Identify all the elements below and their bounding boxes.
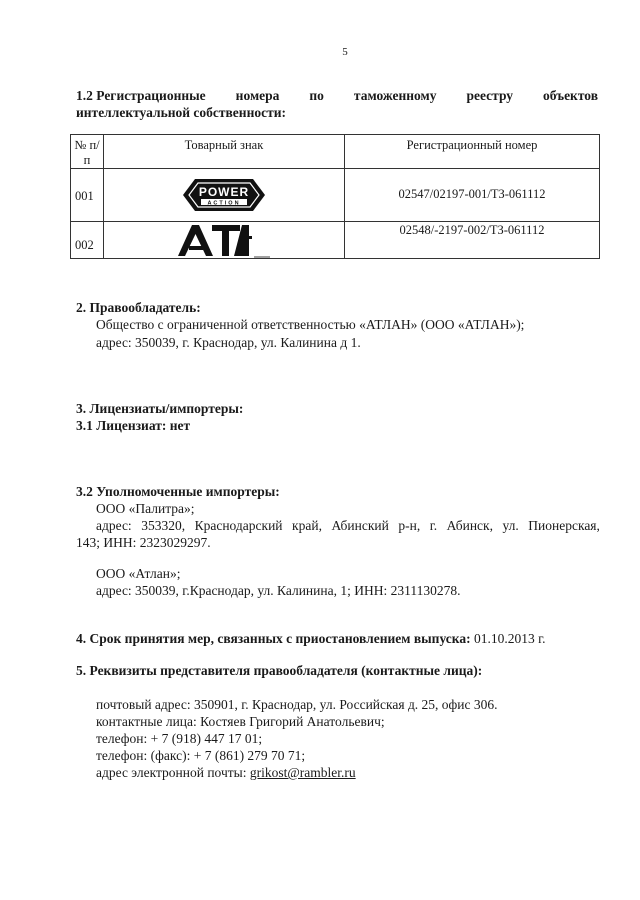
phone-fax: телефон: (факс): + 7 (861) 279 70 71; <box>96 748 306 763</box>
section-4-label: 4. Срок принятия мер, связанных с приостановлением выпуска: <box>76 631 471 646</box>
rightholder-address: адрес: 350039, г. Краснодар, ул. Калинина д 1. <box>96 335 361 350</box>
row-reg: 02547/02197-001/ТЗ-061112 <box>345 169 600 222</box>
trademark-table <box>70 134 600 259</box>
email-label: адрес электронной почты: <box>96 765 250 780</box>
section-4 <box>76 631 546 647</box>
title-word: реестру <box>466 88 514 103</box>
page-number: 5 <box>342 46 348 58</box>
row-reg: 02548/-2197-002/ТЗ-061112 <box>345 222 600 259</box>
rightholder-name: Общество с ограниченной ответственностью «АТЛАН» (ООО «АТЛАН»); <box>96 317 525 332</box>
section-1-2-title-line2: интеллектуальной собственности: <box>76 105 286 120</box>
importer-1-address <box>96 518 600 534</box>
svg-text:ACTION: ACTION <box>207 200 241 207</box>
title-word: по <box>309 88 324 103</box>
email-link[interactable]: grikost@rambler.ru <box>249 765 356 780</box>
title-word: номера <box>235 88 280 103</box>
title-word: таможенному <box>353 88 437 103</box>
section-5-title: 5. Реквизиты представителя правообладателя (контактные лица): <box>76 663 483 678</box>
header-reg: Регистрационный номер <box>345 135 600 169</box>
atl-logo-icon <box>176 222 272 258</box>
email-line <box>96 765 356 781</box>
section-2-title: 2. Правообладатель: <box>76 300 201 315</box>
address-word: р-н, <box>398 518 421 533</box>
svg-text:POWER: POWER <box>198 185 250 199</box>
row-num: 002 <box>71 222 104 259</box>
contact-person: контактные лица: Костяев Григорий Анатольевич; <box>96 714 385 729</box>
address-word: Абинский <box>331 518 389 533</box>
row-mark <box>104 222 345 259</box>
importer-2-address: адрес: 350039, г.Краснодар, ул. Калинина, 1; ИНН: 2311130278. <box>96 583 461 598</box>
title-word: 1.2 Регистрационные <box>76 88 206 103</box>
address-word: 353320, <box>141 518 186 533</box>
address-word: Абинск, <box>446 518 493 533</box>
table-row <box>71 169 600 222</box>
row-mark <box>104 169 345 222</box>
table-header-row <box>71 135 600 169</box>
row-num: 001 <box>71 169 104 222</box>
address-word: край, <box>292 518 322 533</box>
phone-1: телефон: + 7 (918) 447 17 01; <box>96 731 263 746</box>
header-mark: Товарный знак <box>104 135 345 169</box>
address-word: ул. <box>502 518 519 533</box>
address-word: Пионерская, <box>528 518 600 533</box>
importer-1-address-line2: 143; ИНН: 2323029297. <box>76 535 211 550</box>
section-3-2-title: 3.2 Уполномоченные импортеры: <box>76 484 280 499</box>
importer-1-name: ООО «Палитра»; <box>96 501 195 516</box>
power-logo-icon <box>181 175 267 215</box>
header-num: № п/п <box>71 135 104 169</box>
section-3-1-title: 3.1 Лицензиат: нет <box>76 418 191 433</box>
postal-address: почтовый адрес: 350901, г. Краснодар, ул. Российская д. 25, офис 306. <box>96 697 498 712</box>
table-row <box>71 222 600 259</box>
address-word: адрес: <box>96 518 132 533</box>
importer-2-name: ООО «Атлан»; <box>96 566 181 581</box>
section-1-2-title <box>76 88 598 104</box>
title-word: объектов <box>543 88 598 103</box>
section-4-date: 01.10.2013 г. <box>470 631 546 646</box>
section-3-title: 3. Лицензиаты/импортеры: <box>76 401 244 416</box>
address-word: Краснодарский <box>194 518 283 533</box>
address-word: г. <box>429 518 438 533</box>
